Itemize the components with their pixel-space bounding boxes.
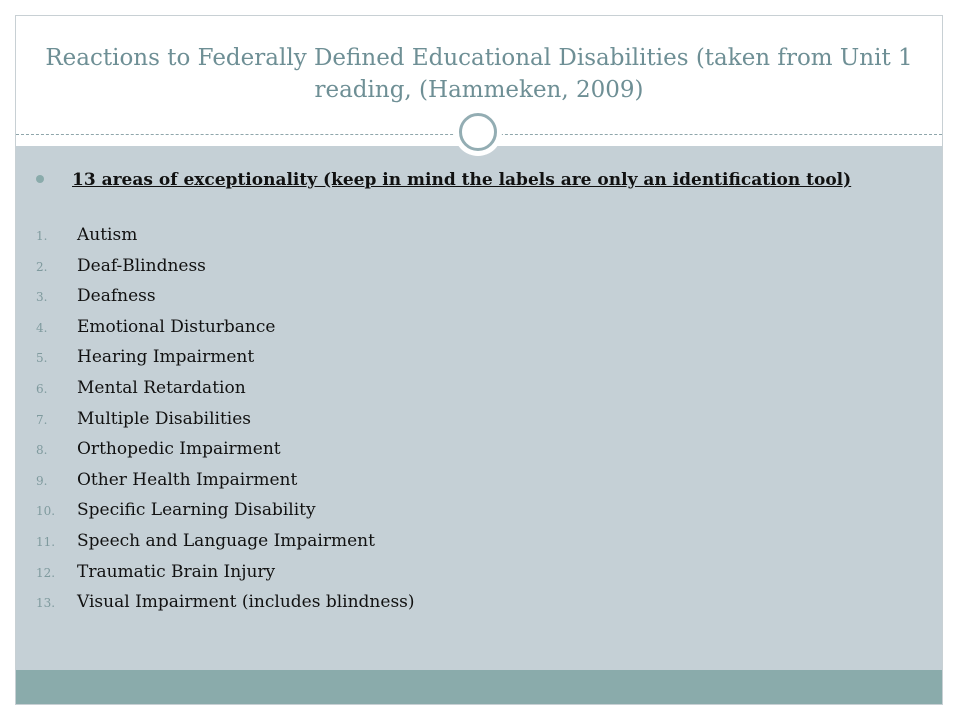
item-number: 9. (36, 473, 48, 488)
slide (15, 15, 943, 705)
item-number: 5. (36, 351, 48, 366)
list-item (36, 559, 916, 590)
item-number: 12. (36, 565, 56, 580)
item-number: 4. (36, 320, 48, 335)
item-label: Autism (77, 225, 138, 245)
item-label: Emotional Disturbance (77, 316, 276, 337)
list-item (36, 406, 916, 437)
item-label: Mental Retardation (77, 377, 246, 398)
item-label: Multiple Disabilities (77, 408, 252, 429)
item-label: Orthopedic Impairment (77, 439, 281, 460)
list-item (36, 497, 916, 528)
item-label: Traumatic Brain Injury (77, 561, 276, 582)
item-label: Visual Impairment (includes blindness) (77, 592, 415, 613)
divider-circle-icon (454, 108, 502, 156)
bullet-text: 13 areas of exceptionality (keep in mind the labels are only an identification tool) (72, 170, 852, 190)
item-number: 8. (36, 443, 48, 458)
item-number: 2. (36, 259, 48, 274)
list-item (36, 589, 916, 620)
list-item (36, 253, 916, 284)
item-number: 7. (36, 412, 48, 427)
footer-bar (16, 670, 942, 704)
item-number: 6. (36, 381, 48, 396)
item-label: Speech and Language Impairment (77, 530, 375, 551)
item-label: Deaf-Blindness (77, 255, 206, 276)
divider-ring (459, 113, 497, 151)
item-label: Other Health Impairment (77, 469, 298, 490)
item-number: 13. (36, 596, 56, 611)
disability-list (36, 222, 916, 620)
list-item (36, 436, 916, 467)
item-label: Hearing Impairment (77, 347, 255, 368)
item-label: Deafness (77, 286, 156, 307)
list-item (36, 375, 916, 406)
item-number: 1. (36, 229, 48, 243)
slide-title: Reactions to Federally Defined Educational Disabilities (taken from Unit 1 reading, (Hammeken, 2009) (45, 45, 913, 103)
item-number: 10. (36, 504, 56, 519)
list-item (36, 283, 916, 314)
list-item (36, 222, 916, 253)
item-number: 3. (36, 290, 48, 305)
list-item (36, 467, 916, 498)
list-item (36, 528, 916, 559)
list-item (36, 344, 916, 375)
list-item (36, 314, 916, 345)
item-number: 11. (36, 534, 56, 549)
bullet-dot-icon (36, 175, 44, 183)
item-label: Specific Learning Disability (77, 500, 316, 521)
